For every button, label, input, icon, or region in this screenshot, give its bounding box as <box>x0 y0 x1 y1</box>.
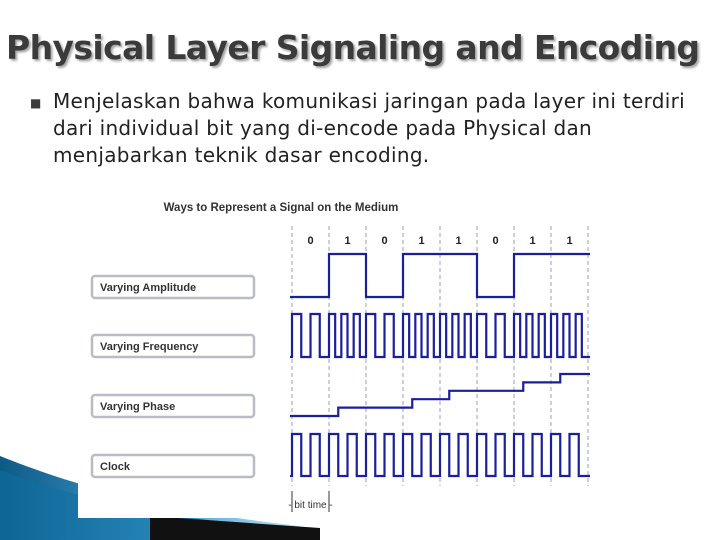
encoding-figure <box>78 194 596 518</box>
frequency-signal <box>290 314 590 357</box>
row-label-3: Clock <box>100 461 130 473</box>
slide-title: Physical Layer Signaling and Encoding <box>6 28 700 67</box>
bit-value-4: 1 <box>455 235 462 247</box>
bit-time-label: - bit time - <box>288 500 333 511</box>
bit-value-2: 0 <box>381 235 388 247</box>
diagram-title: Ways to Represent a Signal on the Medium <box>163 202 399 214</box>
clock-signal <box>290 434 590 476</box>
signal-diagram <box>78 194 596 518</box>
bit-value-1: 1 <box>344 235 351 247</box>
bit-value-6: 1 <box>529 235 536 247</box>
bit-value-7: 1 <box>566 235 573 247</box>
bit-value-5: 0 <box>492 235 499 247</box>
bit-value-3: 1 <box>418 235 425 247</box>
row-label-0: Varying Amplitude <box>100 282 197 294</box>
row-label-1: Varying Frequency <box>100 341 199 353</box>
bullet-text: Menjelaskan bahwa komunikasi jaringan pada layer ini terdiri dari individual bit yang di-encode pada Physical dan menjabarkan teknik dasar encoding. <box>53 89 686 167</box>
square-bullet-icon: ■ <box>30 96 42 110</box>
row-label-2: Varying Phase <box>100 401 176 413</box>
bit-value-0: 0 <box>307 235 314 247</box>
